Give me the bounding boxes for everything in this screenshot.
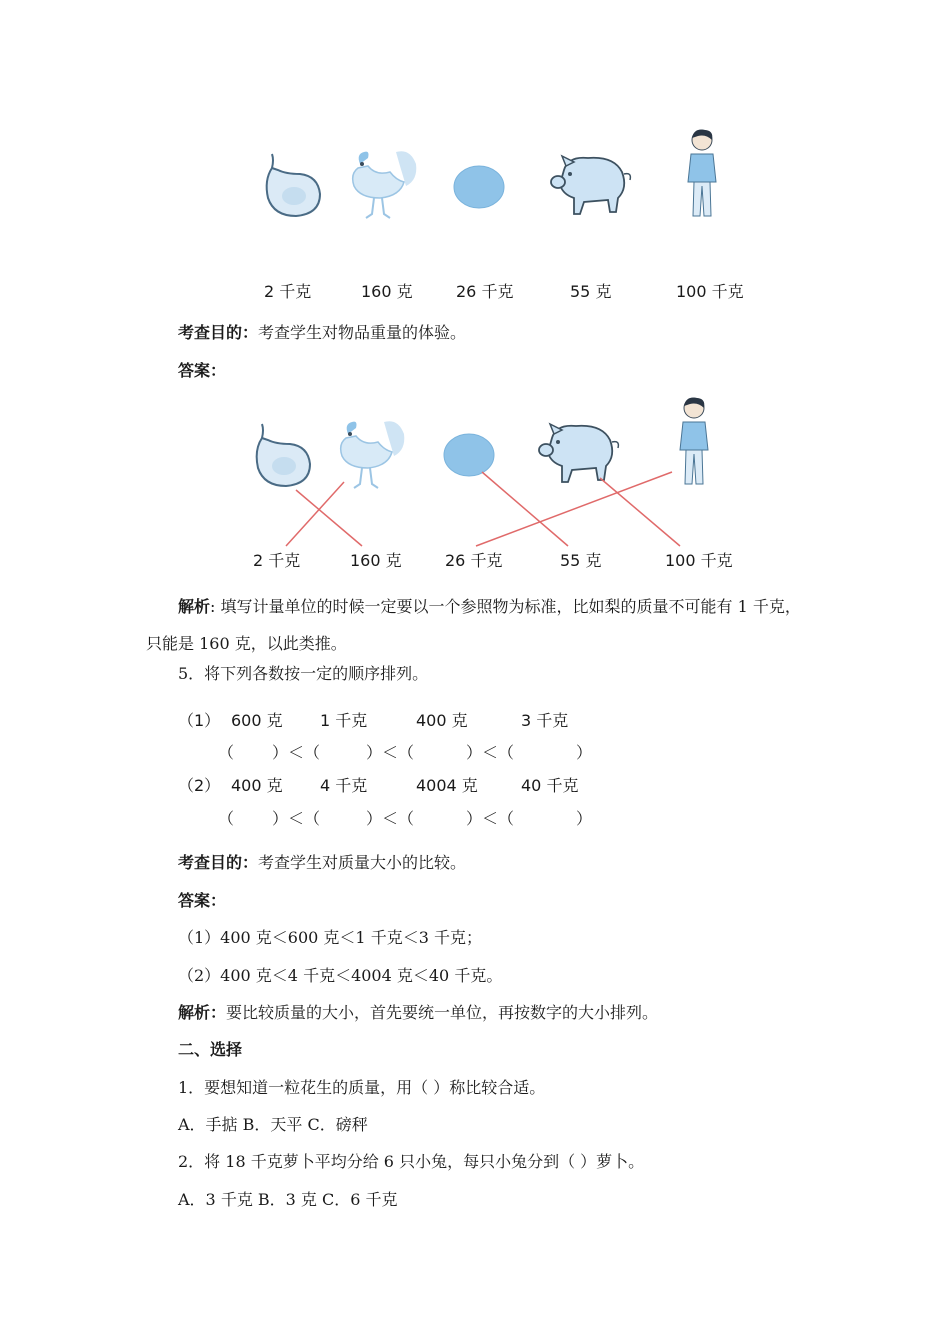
answer-weight-label-3: 26 千克 [445, 551, 503, 570]
part-1-blank-close: ） [576, 743, 593, 762]
analysis-line-q4 [178, 597, 801, 617]
part-1-item-3: 400 克 [416, 711, 468, 730]
part-1-blank-sep-3: ）＜（ [466, 743, 515, 762]
part-1-number: （1） [178, 711, 221, 730]
choice-question-2: 2．将 18 千克萝卜平均分给 6 只小兔，每只小兔分到（ ）萝卜。 [178, 1152, 645, 1171]
question-5-title: 5．将下列各数按一定的顺序排列。 [178, 664, 429, 683]
choice-question-2-options: A．3 千克 B．3 克 C．6 千克 [178, 1190, 398, 1209]
purpose-line-q5 [178, 853, 466, 873]
part-2-blank-sep-3: ）＜（ [466, 809, 515, 828]
answer-weight-label-1: 2 千克 [253, 551, 301, 570]
analysis-text: 要比较质量的大小，首先要统一单位，再按数字的大小排列。 [226, 1003, 659, 1022]
part-1-item-1: 600 克 [231, 711, 283, 730]
part-1-blank-open: （ [218, 743, 235, 762]
match-line-boy-26kg [476, 472, 672, 546]
section-heading: 二、选择 [178, 1040, 243, 1059]
purpose-label: 考查目的： [178, 853, 259, 872]
part-2-blank-close: ） [576, 809, 593, 828]
answer-weight-label-5: 100 千克 [665, 551, 733, 570]
part-1-blank-sep-1: ）＜（ [272, 743, 321, 762]
purpose-text: 考查学生对物品重量的体验。 [258, 323, 467, 342]
answer-label-q5: 答案： [178, 891, 227, 910]
part-1-item-4: 3 千克 [521, 711, 569, 730]
answer-weight-label-2: 160 克 [350, 551, 402, 570]
answer-line-1: （1）400 克＜600 克＜1 千克＜3 千克； [178, 928, 482, 947]
part-2-blank-sep-2: ）＜（ [366, 809, 415, 828]
analysis-line-q4-cont: 只能是 160 克，以此类推。 [146, 634, 347, 653]
weight-label-3: 26 千克 [456, 282, 514, 301]
part-2-item-1: 400 克 [231, 776, 283, 795]
answer-label-q4: 答案： [178, 361, 227, 380]
weight-label-5: 100 千克 [676, 282, 744, 301]
part-2-blank-open: （ [218, 809, 235, 828]
choice-question-1: 1．要想知道一粒花生的质量，用（ ）称比较合适。 [178, 1078, 546, 1097]
answer-weight-label-4: 55 克 [560, 551, 602, 570]
answer-line-2: （2）400 克＜4 千克＜4004 克＜40 千克。 [178, 966, 503, 985]
analysis-label: 解析 [178, 597, 211, 616]
part-2-number: （2） [178, 776, 221, 795]
match-line-rooster-2kg [286, 482, 344, 546]
part-2-item-4: 40 千克 [521, 776, 579, 795]
analysis-line-q5 [178, 1003, 658, 1023]
weight-label-4: 55 克 [570, 282, 612, 301]
part-2-blank-sep-1: ）＜（ [272, 809, 321, 828]
weight-label-1: 2 千克 [264, 282, 312, 301]
purpose-text: 考查学生对质量大小的比较。 [258, 853, 467, 872]
purpose-label: 考查目的： [178, 323, 259, 342]
part-1-item-2: 1 千克 [320, 711, 368, 730]
choice-question-1-options: A．手掂 B．天平 C．磅秤 [178, 1115, 368, 1134]
part-1-blank-sep-2: ）＜（ [366, 743, 415, 762]
match-line-pig-100kg [600, 478, 680, 546]
analysis-text: : 填写计量单位的时候一定要以一个参照物为标准，比如梨的质量不可能有 1 千克， [210, 597, 801, 616]
match-line-egg-55g [482, 472, 568, 546]
part-2-item-2: 4 千克 [320, 776, 368, 795]
part-2-item-3: 4004 克 [416, 776, 478, 795]
weight-label-2: 160 克 [361, 282, 413, 301]
analysis-label: 解析： [178, 1003, 227, 1022]
